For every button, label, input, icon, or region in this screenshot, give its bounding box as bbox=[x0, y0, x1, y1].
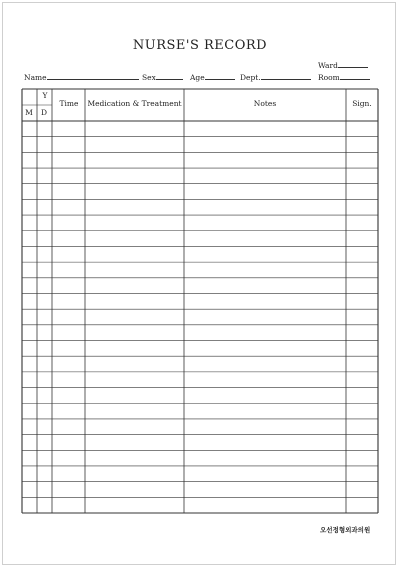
header-y: Y bbox=[42, 91, 48, 100]
header-medication: Medication & Treatment bbox=[87, 99, 182, 108]
header-notes: Notes bbox=[253, 99, 277, 108]
header-m: M bbox=[25, 108, 33, 117]
age-label: Age bbox=[190, 73, 205, 82]
header-d: D bbox=[40, 108, 47, 117]
ward-label: Ward bbox=[318, 61, 338, 70]
sex-label: Sex bbox=[142, 73, 156, 82]
page-title: NURSE'S RECORD bbox=[132, 38, 268, 53]
header-time: Time bbox=[59, 99, 79, 108]
dept-label: Dept. bbox=[240, 73, 261, 82]
header-sign: Sign. bbox=[352, 99, 372, 108]
clinic-name: 오선정형외과의원 bbox=[320, 526, 371, 534]
room-label: Room bbox=[318, 73, 340, 82]
name-label: Name bbox=[24, 73, 47, 82]
